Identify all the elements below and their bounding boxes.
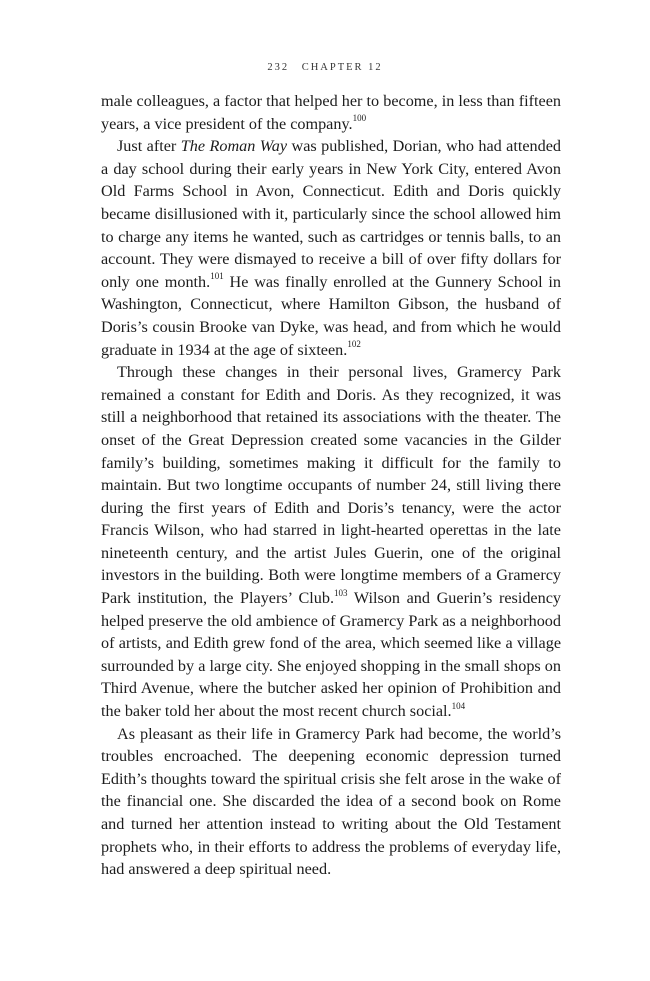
paragraph-3-text-b: Wilson and Guerin’s residency helped preserve the old ambience of Gramercy Park as a neighborhood of artists, and Edith grew fond of the area, which seemed like a village surrounded by a large city. She enjoyed shopping in the small shops on Third Avenue, where the butcher asked her opinion of Prohibition and the baker told her about the most recent church social. <box>101 589 561 721</box>
paragraph-3 <box>101 361 561 723</box>
paragraph-3-text-a: Through these changes in their personal lives, Gramercy Park remained a constant for Edith and Doris. As they recognized, it was still a neighborhood that retained its associations with the theater. The onset of the Great Depression created some vacancies in the Gilder family’s building, sometimes making it difficult for the family to maintain. But two longtime occupants of number 24, still living there during the first years of Edith and Doris’s tenancy, were the actor Francis Wilson, who had starred in light-hearted operettas in the late nineteenth century, and the artist Jules Guerin, one of the original investors in the building. Both were longtime members of a Gramercy Park institution, the Players’ Club. <box>101 363 561 608</box>
footnote-ref-103: 103 <box>334 587 348 598</box>
paragraph-2-text-a: was published, Dorian, who had attended a day school during their early years in New York City, entered Avon Old Farms School in Avon, Connecticut. Edith and Doris quickly became disillusioned with it, particularly since the school allowed him to charge any items he wanted, such as cartridges or tennis balls, to an account. They were dismayed to receive a bill of over fifty dollars for only one month. <box>101 137 562 291</box>
footnote-ref-102: 102 <box>347 339 361 350</box>
paragraph-2 <box>101 135 561 361</box>
paragraph-1 <box>101 90 561 135</box>
body-text <box>101 90 561 881</box>
footnote-ref-104: 104 <box>451 700 466 711</box>
paragraph-2-lead: Just after <box>117 137 181 156</box>
paragraph-4 <box>101 723 561 881</box>
chapter-label: CHAPTER 12 <box>301 62 383 73</box>
footnote-ref-100: 100 <box>352 113 367 124</box>
paragraph-4-text: As pleasant as their life in Gramercy Park had become, the world’s troubles encroached. The deepening economic depression turned Edith’s thoughts toward the spiritual crisis she felt arose in the wake of the financial one. She discarded the idea of a second book on Rome and turned her attention instead to writing about the Old Testament prophets who, in their efforts to address the problems of everyday life, had answered a deep spiritual need. <box>101 724 561 879</box>
page-number: 232 <box>267 62 290 73</box>
footnote-ref-101: 101 <box>210 271 224 282</box>
paragraph-2-text-b: He was finally enrolled at the Gunnery School in Washington, Connecticut, where Hamilton Gibson, the husband of Doris’s cousin Brooke van Dyke, was head, and from which he would graduate in 1934 at the age of sixteen. <box>101 272 561 359</box>
paragraph-1-text: male colleagues, a factor that helped her to become, in less than fifteen years, a vice president of the company. <box>101 92 561 133</box>
running-head <box>0 62 650 73</box>
book-title-roman-way: The Roman Way <box>180 137 288 156</box>
